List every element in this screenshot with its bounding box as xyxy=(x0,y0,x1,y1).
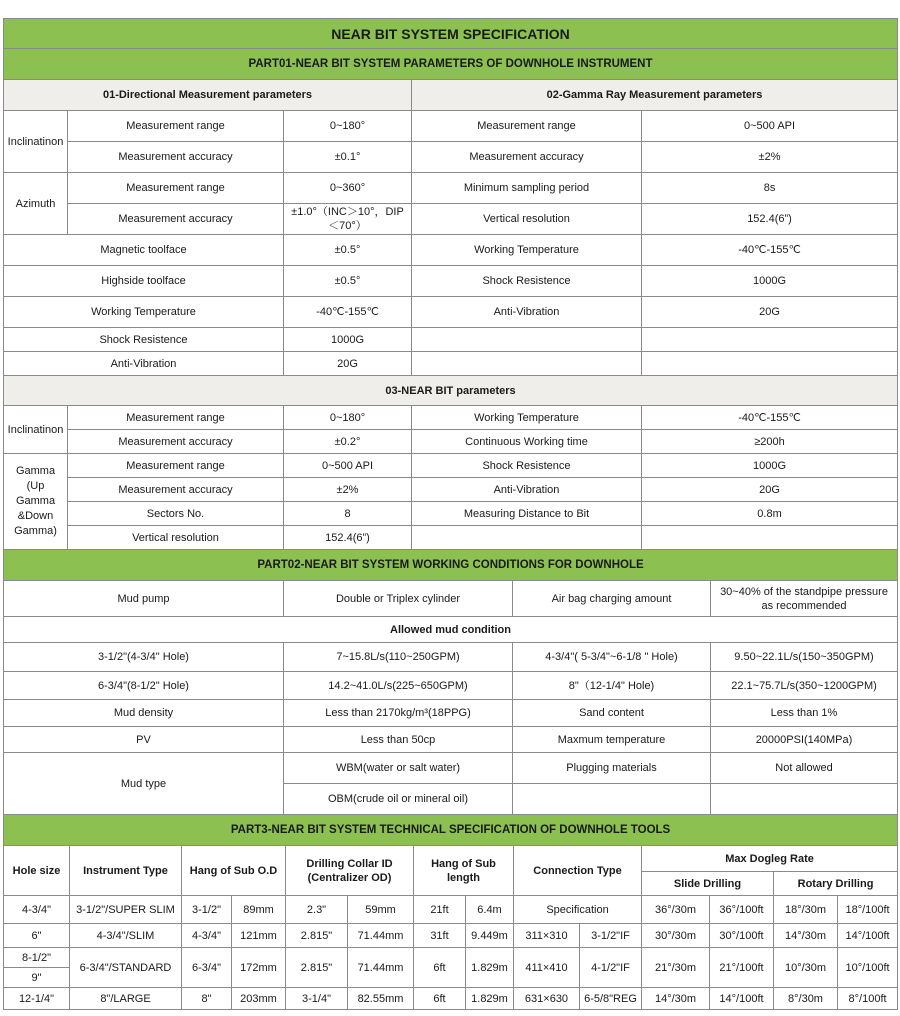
param-value: 0~180° xyxy=(284,111,412,142)
table-cell: 71.44mm xyxy=(348,924,414,948)
param-label: PV xyxy=(4,727,284,753)
specification-label: Specification xyxy=(514,896,642,924)
col-header-slide-drilling: Slide Drilling xyxy=(642,872,774,896)
table-cell: 4-1/2"IF xyxy=(580,948,642,988)
param-value: ±1.0°（INC＞10°，DIP＜70°） xyxy=(284,204,412,235)
param-label: Measurement range xyxy=(412,111,642,142)
table-cell: 2.3" xyxy=(286,896,348,924)
empty-cell xyxy=(711,784,898,815)
table-cell-hole-size: 4-3/4" xyxy=(4,896,70,924)
table-cell: 4-3/4"/SLIM xyxy=(70,924,182,948)
param-label: Working Temperature xyxy=(412,235,642,266)
table-cell: 9.449m xyxy=(466,924,514,948)
table-cell: 21ft xyxy=(414,896,466,924)
table-cell: 631×630 xyxy=(514,988,580,1010)
hole-size-label: 6-3/4"(8-1/2" Hole) xyxy=(4,672,284,700)
col-header-hang-of-sub-od: Hang of Sub O.D xyxy=(182,846,286,896)
param-value: ±0.5° xyxy=(284,235,412,266)
mud-type-value: WBM(water or salt water) xyxy=(284,753,513,784)
param-label: Measurement range xyxy=(68,111,284,142)
param-label: Anti-Vibration xyxy=(412,297,642,328)
table-cell: 1.829m xyxy=(466,988,514,1010)
param-label: Vertical resolution xyxy=(412,204,642,235)
col-header-connection-type: Connection Type xyxy=(514,846,642,896)
param-label: Measuring Distance to Bit xyxy=(412,502,642,526)
table-cell: 121mm xyxy=(232,924,286,948)
allowed-mud-title: Allowed mud condition xyxy=(4,617,898,643)
param-value: -40℃-155℃ xyxy=(642,235,898,266)
part02-table xyxy=(3,549,898,815)
table-cell: 30°/100ft xyxy=(710,924,774,948)
directional-section-title: 01-Directional Measurement parameters xyxy=(4,80,412,111)
param-value: ±0.1° xyxy=(284,142,412,173)
param-value: 152.4(6”) xyxy=(642,204,898,235)
param-label: Plugging materials xyxy=(513,753,711,784)
empty-cell xyxy=(513,784,711,815)
param-value: 0~500 API xyxy=(284,454,412,478)
flow-rate-value: 14.2~41.0L/s(225~650GPM) xyxy=(284,672,513,700)
param-group-label: Inclinatinon xyxy=(4,111,68,173)
table-cell: 10°/100ft xyxy=(838,948,898,988)
mud-type-label: Mud type xyxy=(4,753,284,815)
table-cell: 8°/100ft xyxy=(838,988,898,1010)
param-value: 0~500 API xyxy=(642,111,898,142)
table-cell: 6-3/4"/STANDARD xyxy=(70,948,182,988)
param-value: 0~180° xyxy=(284,406,412,430)
table-cell: 3-1/2"IF xyxy=(580,924,642,948)
table-cell: 36°/100ft xyxy=(710,896,774,924)
table-cell: 59mm xyxy=(348,896,414,924)
table-cell: 8°/30m xyxy=(774,988,838,1010)
col-header-max-dogleg-rate: Max Dogleg Rate xyxy=(642,846,898,872)
param-label: Working Temperature xyxy=(4,297,284,328)
param-label: Sectors No. xyxy=(68,502,284,526)
table-cell-hole-size: 9" xyxy=(4,968,70,988)
param-value: Double or Triplex cylinder xyxy=(284,581,513,617)
param-label: Mud pump xyxy=(4,581,284,617)
param-value: -40℃-155℃ xyxy=(284,297,412,328)
param-label: Air bag charging amount xyxy=(513,581,711,617)
param-value: ≥200h xyxy=(642,430,898,454)
part3-table xyxy=(3,814,898,1010)
flow-rate-value: 9.50~22.1L/s(150~350GPM) xyxy=(711,643,898,672)
table-cell: 14°/100ft xyxy=(838,924,898,948)
table-cell: 21°/100ft xyxy=(710,948,774,988)
param-value: 8 xyxy=(284,502,412,526)
param-label: Working Temperature xyxy=(412,406,642,430)
nearbit-section-title: 03-NEAR BIT parameters xyxy=(4,376,898,406)
table-cell: 3-1/2"/SUPER SLIM xyxy=(70,896,182,924)
param-value: 152.4(6”) xyxy=(284,526,412,550)
param-label: Measurement range xyxy=(68,454,284,478)
param-value: Less than 50cp xyxy=(284,727,513,753)
table-cell-hole-size: 6" xyxy=(4,924,70,948)
empty-cell xyxy=(642,352,898,376)
param-value: 8s xyxy=(642,173,898,204)
param-value: 1000G xyxy=(284,328,412,352)
param-label: Mud density xyxy=(4,700,284,727)
param-label: Sand content xyxy=(513,700,711,727)
mud-type-value: OBM(crude oil or mineral oil) xyxy=(284,784,513,815)
table-cell: 6.4m xyxy=(466,896,514,924)
col-header-hole-size: Hole size xyxy=(4,846,70,896)
param-label: Anti-Vibration xyxy=(412,478,642,502)
table-cell: 1.829m xyxy=(466,948,514,988)
flow-rate-value: 22.1~75.7L/s(350~1200GPM) xyxy=(711,672,898,700)
param-label: Magnetic toolface xyxy=(4,235,284,266)
table-cell: 14°/30m xyxy=(642,988,710,1010)
flow-rate-value: 7~15.8L/s(110~250GPM) xyxy=(284,643,513,672)
table-cell: 8" xyxy=(182,988,232,1010)
table-cell: 14°/30m xyxy=(774,924,838,948)
param-label: Shock Resistence xyxy=(412,266,642,297)
empty-cell xyxy=(412,352,642,376)
hole-size-label: 3-1/2"(4-3/4" Hole) xyxy=(4,643,284,672)
table-cell: 82.55mm xyxy=(348,988,414,1010)
part01-title: PART01-NEAR BIT SYSTEM PARAMETERS OF DOWNHOLE INSTRUMENT xyxy=(4,49,898,80)
param-value: 0.8m xyxy=(642,502,898,526)
table-cell: 311×310 xyxy=(514,924,580,948)
table-cell: 172mm xyxy=(232,948,286,988)
page-title: NEAR BIT SYSTEM SPECIFICATION xyxy=(4,19,898,49)
param-label: Highside toolface xyxy=(4,266,284,297)
param-label: Continuous Working time xyxy=(412,430,642,454)
param-value: 20G xyxy=(642,478,898,502)
table-cell: 18°/100ft xyxy=(838,896,898,924)
part01-table xyxy=(3,18,898,550)
table-cell: 6-5/8"REG xyxy=(580,988,642,1010)
col-header-hang-of-sub-length: Hang of Sub length xyxy=(414,846,514,896)
param-value: Less than 1% xyxy=(711,700,898,727)
param-label: Shock Resistence xyxy=(412,454,642,478)
table-cell: 203mm xyxy=(232,988,286,1010)
col-header-drilling-collar-id: Drilling Collar ID (Centralizer OD) xyxy=(286,846,414,896)
table-cell: 31ft xyxy=(414,924,466,948)
table-cell: 36°/30m xyxy=(642,896,710,924)
param-label: Vertical resolution xyxy=(68,526,284,550)
empty-cell xyxy=(412,328,642,352)
param-value: ±0.5° xyxy=(284,266,412,297)
hole-size-label: 8"（12-1/4" Hole) xyxy=(513,672,711,700)
empty-cell xyxy=(642,526,898,550)
param-label: Maxmum temperature xyxy=(513,727,711,753)
col-header-rotary-drilling: Rotary Drilling xyxy=(774,872,898,896)
param-value: 0~360° xyxy=(284,173,412,204)
table-cell: 411×410 xyxy=(514,948,580,988)
param-label: Shock Resistence xyxy=(4,328,284,352)
param-value: -40℃-155℃ xyxy=(642,406,898,430)
param-group-label: Azimuth xyxy=(4,173,68,235)
param-label: Minimum sampling period xyxy=(412,173,642,204)
param-value: 20G xyxy=(642,297,898,328)
table-cell: 8"/LARGE xyxy=(70,988,182,1010)
table-cell: 71.44mm xyxy=(348,948,414,988)
param-label: Anti-Vibration xyxy=(4,352,284,376)
table-cell: 2.815" xyxy=(286,924,348,948)
param-label: Measurement range xyxy=(68,173,284,204)
param-label: Measurement accuracy xyxy=(412,142,642,173)
table-cell: 6ft xyxy=(414,948,466,988)
param-value: 1000G xyxy=(642,266,898,297)
param-group-label: Gamma (Up Gamma &Down Gamma) xyxy=(4,454,68,550)
table-cell-hole-size: 8-1/2" xyxy=(4,948,70,968)
param-label: Measurement accuracy xyxy=(68,430,284,454)
param-label: Measurement accuracy xyxy=(68,478,284,502)
param-label: Measurement accuracy xyxy=(68,204,284,235)
table-cell: 3-1/4" xyxy=(286,988,348,1010)
param-group-label: Inclinatinon xyxy=(4,406,68,454)
param-value: Not allowed xyxy=(711,753,898,784)
spec-sheet xyxy=(3,18,897,1010)
part3-title: PART3-NEAR BIT SYSTEM TECHNICAL SPECIFICATION OF DOWNHOLE TOOLS xyxy=(4,815,898,846)
param-label: Measurement accuracy xyxy=(68,142,284,173)
col-header-instrument-type: Instrument Type xyxy=(70,846,182,896)
empty-cell xyxy=(412,526,642,550)
param-value: 20000PSI(140MPa) xyxy=(711,727,898,753)
param-value: ±0.2° xyxy=(284,430,412,454)
table-cell: 10°/30m xyxy=(774,948,838,988)
param-value: Less than 2170kg/m³(18PPG) xyxy=(284,700,513,727)
param-label: Measurement range xyxy=(68,406,284,430)
table-cell: 6-3/4" xyxy=(182,948,232,988)
table-cell: 18°/30m xyxy=(774,896,838,924)
param-value: ±2% xyxy=(284,478,412,502)
part02-title: PART02-NEAR BIT SYSTEM WORKING CONDITIONS FOR DOWNHOLE xyxy=(4,550,898,581)
table-cell: 89mm xyxy=(232,896,286,924)
table-cell: 6ft xyxy=(414,988,466,1010)
table-cell: 30°/30m xyxy=(642,924,710,948)
table-cell: 21°/30m xyxy=(642,948,710,988)
param-value: 1000G xyxy=(642,454,898,478)
param-value: 30~40% of the standpipe pressure as recommended xyxy=(711,581,898,617)
table-cell: 4-3/4" xyxy=(182,924,232,948)
param-value: 20G xyxy=(284,352,412,376)
table-cell: 3-1/2" xyxy=(182,896,232,924)
gamma-section-title: 02-Gamma Ray Measurement parameters xyxy=(412,80,898,111)
table-cell: 2.815" xyxy=(286,948,348,988)
param-value: ±2% xyxy=(642,142,898,173)
hole-size-label: 4-3/4"( 5-3/4"~6-1/8 " Hole) xyxy=(513,643,711,672)
table-cell-hole-size: 12-1/4" xyxy=(4,988,70,1010)
empty-cell xyxy=(642,328,898,352)
table-cell: 14°/100ft xyxy=(710,988,774,1010)
